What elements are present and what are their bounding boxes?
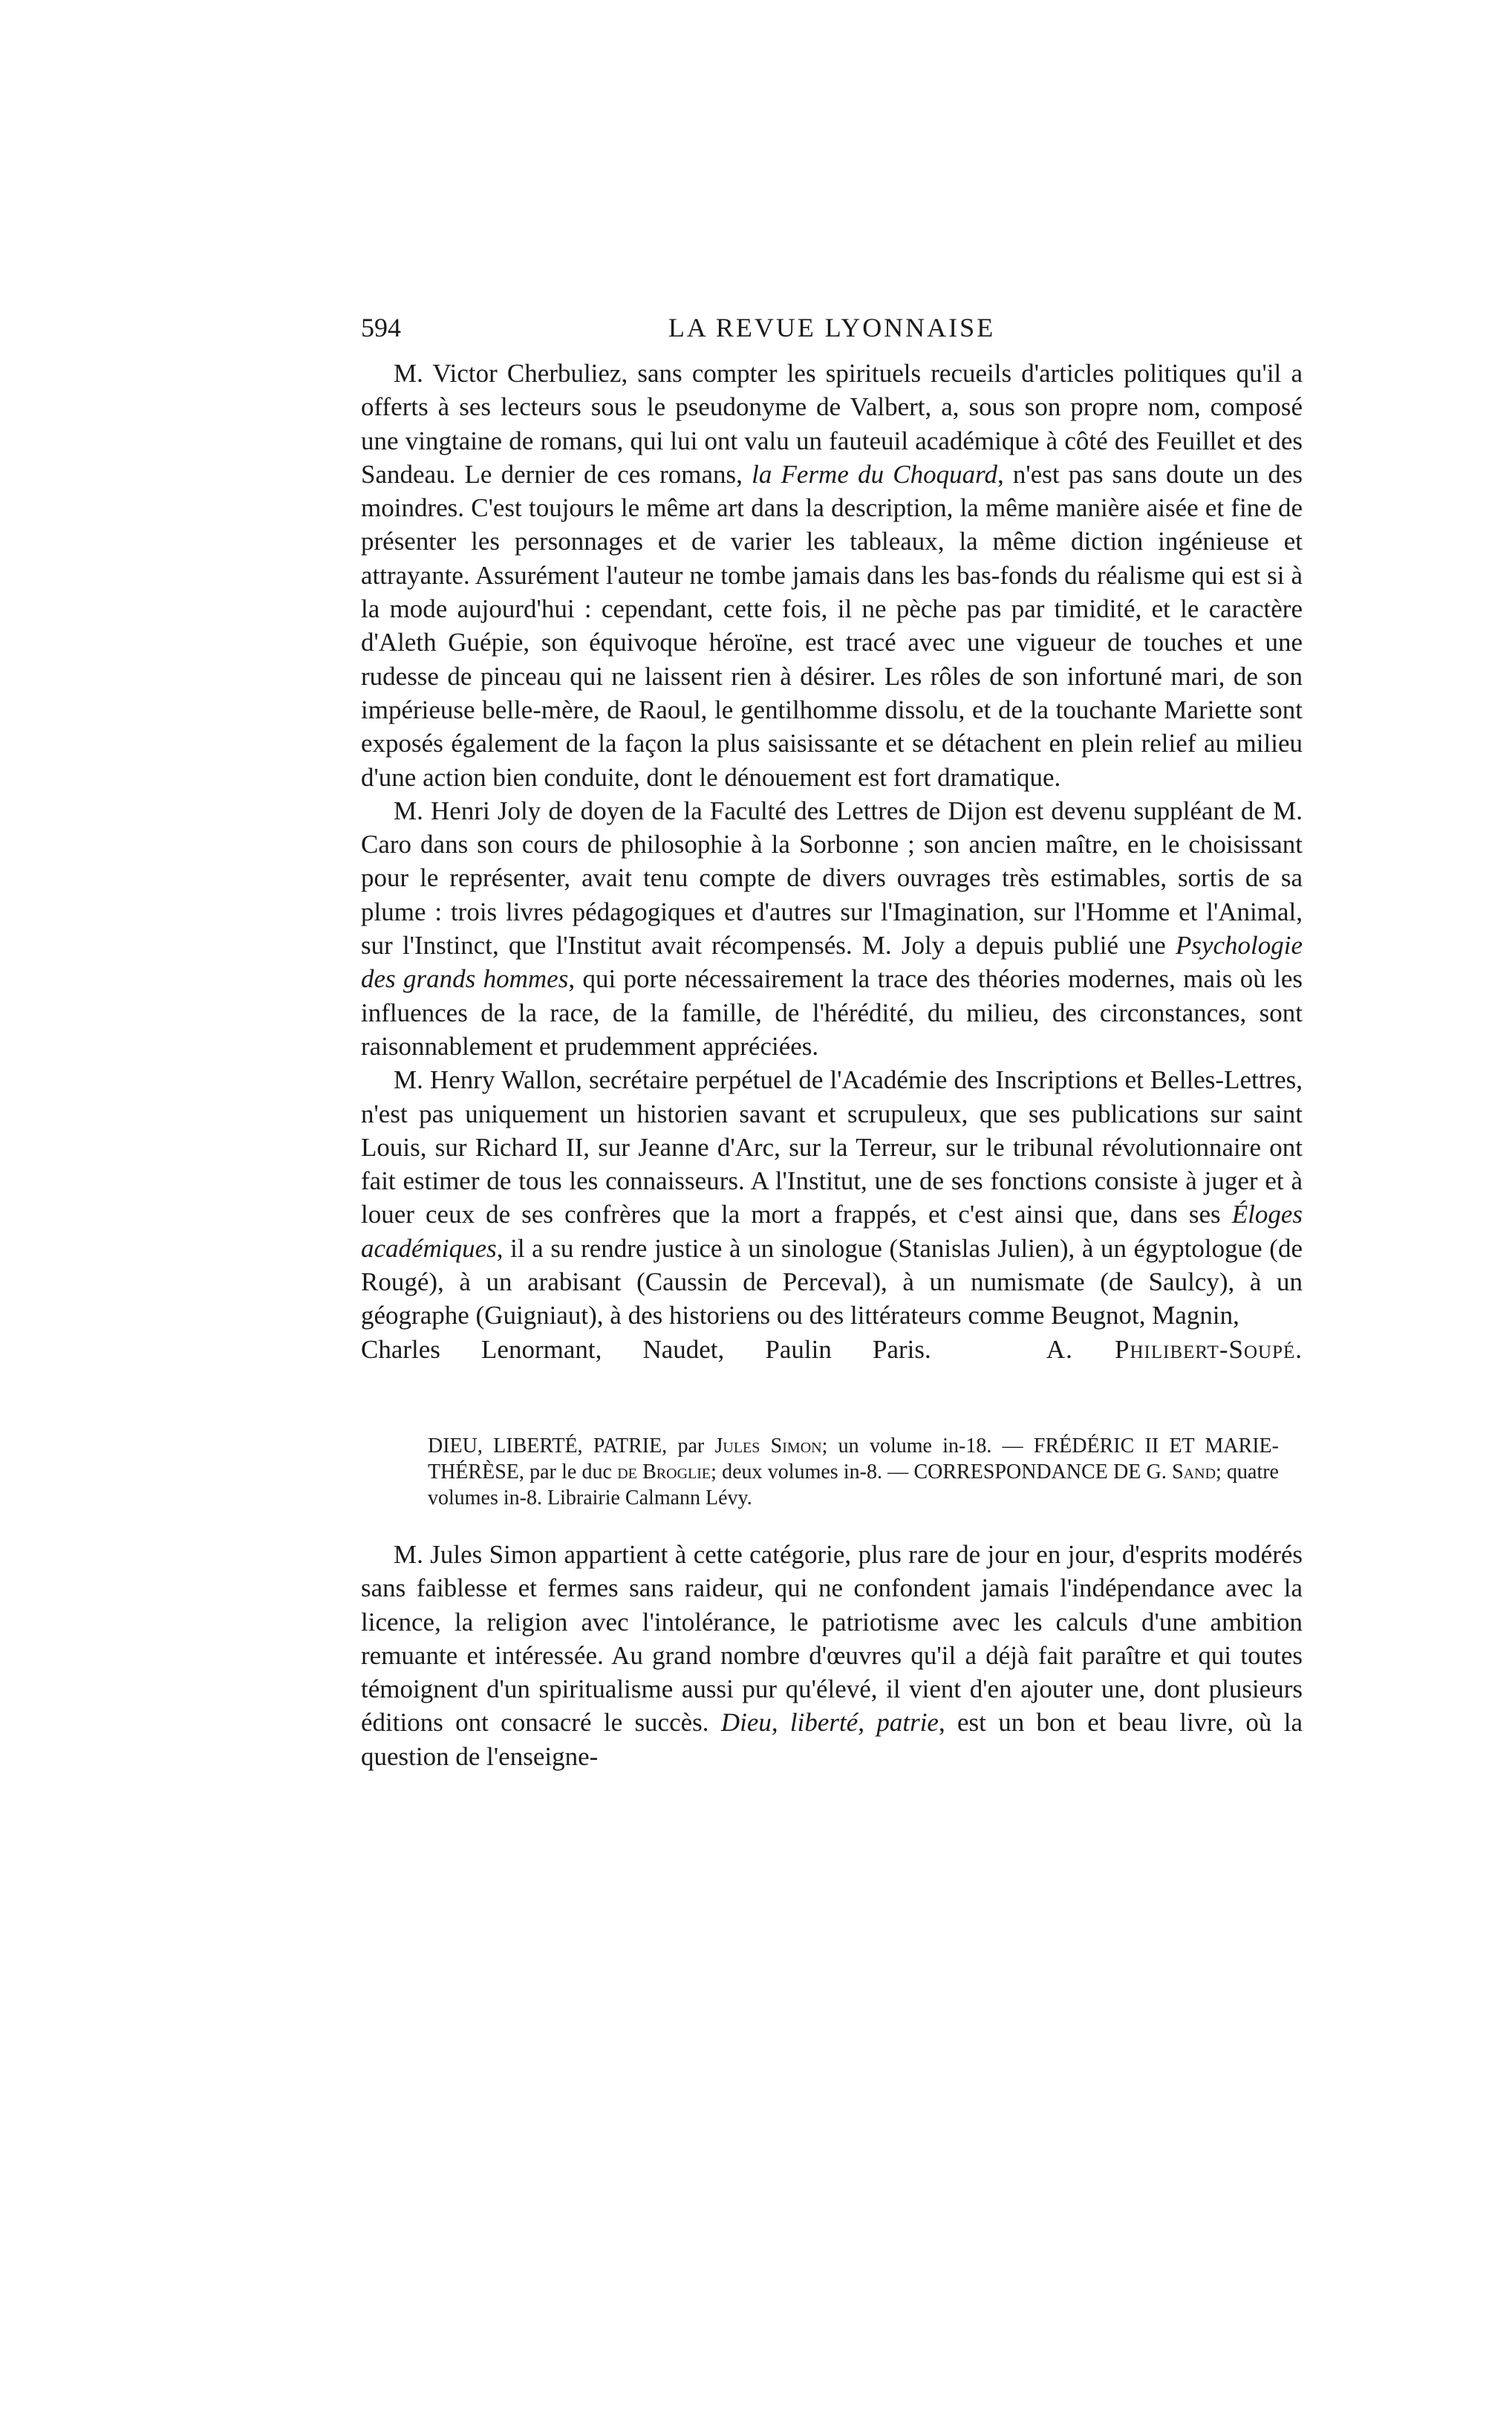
paragraph-text: M. Henri Joly de doyen de la Faculté des Lettres de Dijon est devenu suppléant de M. Caro dans son cours de philosophie à la Sorbonne ; son ancien maître, en le choisissant pour le représenter, avait tenu compte de divers ouvrages très estimables, sortis de sa plume : trois livres pédagogiques et d'autres sur l'Imagination, sur l'Homme et l'Animal, sur l'Instinct, que l'Institut avait récompensés. M. Joly a depuis publié une	[361, 796, 1303, 961]
signature-line	[361, 1333, 1303, 1366]
review-text: DIEU, LIBERTÉ, PATRIE, par	[428, 1434, 715, 1458]
paragraph-text: , n'est pas sans doute un des moindres. C'est toujours le même art dans la description, la même manière aisée et fine de présenter les personnages et de varier les tableaux, la même diction ingénieuse et attrayante. Assurément l'auteur ne tombe jamais dans les bas-fonds du réalisme qui est si à la mode aujourd'hui : cependant, cette fois, il ne pèche pas par timidité, et le caractère d'Aleth Guépie, son équivoque héroïne, est tracé avec une vigueur de touches et une rudesse de pinceau qui ne laissent rien à désirer. Les rôles de son infortuné mari, de son impérieuse belle-mère, de Raoul, le gentilhomme dissolu, et de la touchante Mariette sont exposés également de la façon la plus saisissante et se détachent en plein relief au milieu d'une action bien conduite, dont le dénouement est fort dramatique.	[361, 459, 1303, 792]
book-title: Dieu, liberté, patrie	[720, 1708, 939, 1738]
review-author: Sand	[1172, 1460, 1216, 1484]
review-text: ; deux volumes in-8. — CORRESPONDANCE DE G.	[711, 1460, 1173, 1484]
paragraph-text: M. Henry Wallon, secrétaire perpétuel de l'Académie des Inscriptions et Belles-Lettres, n'est pas uniquement un historien savant et scrupuleux, que ses publications sur saint Louis, sur Richard II, sur Jeanne d'Arc, sur la Terreur, sur le tribunal révolutionnaire ont fait estimer de tous les connaisseurs. A l'Institut, une de ses fonctions consiste à juger et à louer ceux de ses confrères que la mort a frappés, et c'est ainsi que, dans ses	[361, 1065, 1303, 1229]
review-author: de Broglie	[617, 1460, 711, 1484]
review-text: ; quatre volumes in-8. Librairie Calmann Lévy.	[428, 1460, 1279, 1510]
paragraph-text: , il a su rendre justice à un sinologue (Stanislas Julien), à un égyptologue (de Rougé), à un arabisant (Caussin de Perceval), à un numismate (de Saulcy), à un géographe (Guigniaut), à des historiens ou des littérateurs comme Beugnot, Magnin,	[361, 1233, 1303, 1330]
paragraph-text: , qui porte nécessairement la trace des théories modernes, mais où les influences de la race, de la famille, de l'hérédité, du milieu, des circonstances, sont raisonnablement et prudemment appréciées.	[361, 964, 1303, 1061]
journal-title: LA REVUE LYONNAISE	[668, 313, 996, 342]
paragraph-cherbuliez	[361, 357, 1303, 794]
book-title: la Ferme du Choquard	[752, 459, 997, 489]
paragraph-wallon	[361, 1063, 1303, 1332]
book-title: Éloges académiques	[361, 1200, 1303, 1263]
page	[361, 312, 1303, 1773]
review-heading	[428, 1433, 1279, 1511]
book-title: Psychologie des grands hommes	[361, 931, 1303, 994]
running-head	[361, 312, 1303, 357]
paragraph-text: M. Victor Cherbuliez, sans compter les spirituels recueils d'articles politiques qu'il a offerts à ses lecteurs sous le pseudonyme de Valbert, a, sous son propre nom, composé une vingtaine de romans, qui lui ont valu un fauteuil académique à côté des Feuillet et des Sandeau. Le dernier de ces romans,	[361, 359, 1303, 489]
paragraph-text: Charles Lenormant, Naudet, Paulin Paris.	[361, 1334, 931, 1364]
review-text: ; un volume in-18. — FRÉDÉRIC II ET MARIE-THÉRÈSE, par le duc	[428, 1434, 1279, 1484]
author-signature: A. Philibert-Soupé.	[1046, 1334, 1303, 1364]
paragraph-text: , est un bon et beau livre, où la question de l'enseigne-	[361, 1708, 1303, 1771]
page-number: 594	[361, 313, 401, 342]
paragraph-joly	[361, 794, 1303, 1063]
review-author: Jules Simon	[714, 1434, 822, 1458]
paragraph-text: M. Jules Simon appartient à cette catégorie, plus rare de jour en jour, d'esprits modérés sans faiblesse et fermes sans raideur, qui ne confondent jamais l'indépendance avec la licence, la religion avec l'intolérance, le patriotisme avec les calculs d'une ambition remuante et intéressée. Au grand nombre d'œuvres qu'il a déjà fait paraître et qui toutes témoignent d'un spiritualisme aussi pur qu'élevé, il vient d'en ajouter une, dont plusieurs éditions ont consacré le succès.	[361, 1539, 1303, 1738]
paragraph-jules-simon	[361, 1538, 1303, 1773]
